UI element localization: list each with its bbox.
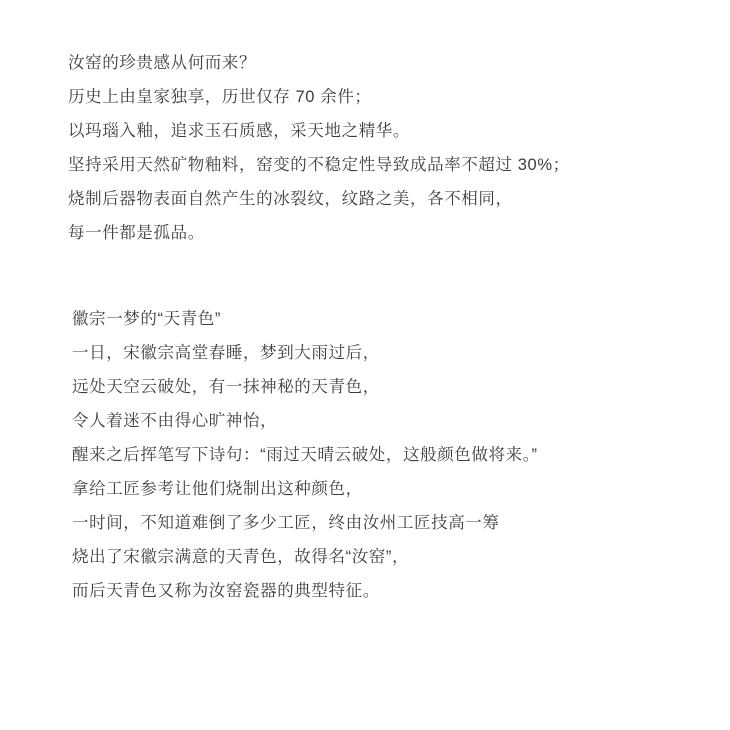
text-line: 远处天空云破处，有一抹神秘的天青色， — [72, 378, 380, 396]
text-line: 令人着迷不由得心旷神怡， — [72, 412, 278, 430]
text-line: 烧出了宋徽宗满意的天青色，故得名“汝窑”， — [72, 548, 410, 566]
text-line: 一日，宋徽宗高堂春睡，梦到大雨过后， — [72, 344, 380, 362]
text-line: 拿给工匠参考让他们烧制出这种颜色， — [72, 480, 363, 498]
text-line: 坚持采用天然矿物釉料，窑变的不稳定性导致成品率不超过 30%； — [68, 156, 570, 174]
text-line: 徽宗一梦的“天青色” — [72, 310, 221, 328]
text-line: 汝窑的珍贵感从何而来？ — [68, 54, 257, 72]
text-block-ruyao-value — [68, 46, 668, 250]
text-line: 烧制后器物表面自然产生的冰裂纹，纹路之美，各不相同， — [68, 190, 513, 208]
text-line: 而后天青色又称为汝窑瓷器的典型特征。 — [72, 582, 380, 600]
text-line: 一时间，不知道难倒了多少工匠，终由汝州工匠技高一筹 — [72, 514, 500, 532]
text-line: 每一件都是孤品。 — [68, 224, 205, 242]
text-line: 醒来之后挥笔写下诗句：“雨过天晴云破处，这般颜色做将来。” — [72, 446, 538, 464]
text-line: 以玛瑙入釉，追求玉石质感，采天地之精华。 — [68, 122, 410, 140]
text-block-huizong-dream — [68, 302, 668, 608]
text-line: 历史上由皇家独享，历世仅存 70 余件； — [68, 88, 372, 106]
